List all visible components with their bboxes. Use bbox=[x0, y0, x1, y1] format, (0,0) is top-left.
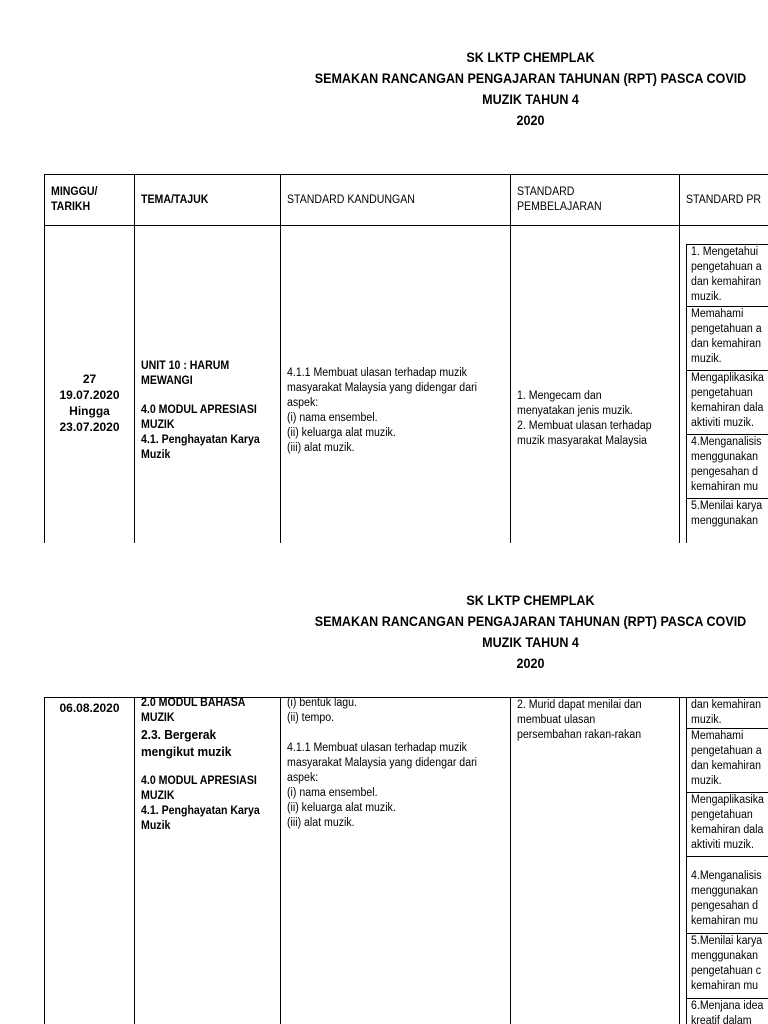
subject-title: MUZIK TAHUN 4 bbox=[482, 635, 579, 650]
col-header-minggu: MINGGU/ TARIKH bbox=[45, 175, 135, 226]
col-header-standard-prestasi: STANDARD PR bbox=[680, 175, 768, 226]
school-name: SK LKTP CHEMPLAK bbox=[466, 593, 595, 608]
unit-title: UNIT 10 : HARUM MEWANGI bbox=[141, 359, 230, 387]
page-header bbox=[298, 47, 763, 131]
week-end-date: 23.07.2020 bbox=[59, 419, 120, 434]
col-header-standard-pembelajaran: STANDARD PEMBELAJARAN bbox=[511, 175, 680, 226]
prestasi-item-3: Mengaplikasika pengetahuan kemahiran dala aktiviti muzik. bbox=[687, 793, 768, 857]
page-header bbox=[298, 590, 763, 674]
week-number: 27 bbox=[82, 371, 97, 386]
prestasi-item-3: Mengaplikasika pengetahuan kemahiran dala aktiviti muzik. bbox=[687, 371, 768, 435]
prestasi-item-1: dan kemahiran muzik. bbox=[687, 698, 768, 729]
page-2 bbox=[0, 543, 768, 1024]
prestasi-item-2: Memahami pengetahuan a dan kemahiran muzik. bbox=[687, 729, 768, 793]
col-header-standard-kandungan: STANDARD KANDUNGAN bbox=[281, 175, 511, 226]
prestasi-list bbox=[686, 698, 768, 1024]
subject-title: MUZIK TAHUN 4 bbox=[482, 92, 579, 107]
prestasi-item-4: 4.Menganalisis menggunakan pengesahan d kemahiran mu bbox=[687, 435, 768, 499]
modul-bahasa-title: 2.0 MODUL BAHASA MUZIK bbox=[141, 697, 246, 724]
standard-prestasi-cell bbox=[680, 698, 768, 1024]
col-header-tema: TEMA/TAJUK bbox=[135, 175, 281, 226]
table-row-06-08-2020 bbox=[45, 698, 768, 1024]
modul-apresiasi-title: 4.0 MODUL APRESIASI MUZIK bbox=[141, 775, 257, 802]
week-start-date: 19.07.2020 bbox=[59, 387, 120, 402]
tema-cell bbox=[135, 698, 281, 1024]
topic-penghayatan: 4.1. Penghayatan Karya Muzik bbox=[141, 805, 260, 832]
topic-bergerak: 2.3. Bergerak mengikut muzik bbox=[141, 727, 232, 759]
school-name: SK LKTP CHEMPLAK bbox=[466, 50, 595, 65]
week-cell bbox=[45, 698, 135, 1024]
year-label: 2020 bbox=[516, 656, 545, 671]
standard-kandungan-cell: 4.1.1 Membuat ulasan terhadap muzik masyarakat Malaysia yang didengar dari aspek: (i) nama ensembel. (ii) keluarga alat muzik. (iii) alat muzik. bbox=[281, 226, 511, 544]
prestasi-item-6: 6.Menjana idea kreatif dalam bbox=[691, 1000, 764, 1024]
document-title: SEMAKAN RANCANGAN PENGAJARAN TAHUNAN (RPT) PASCA COVID bbox=[314, 71, 747, 86]
prestasi-item-4: 4.Menganalisis menggunakan pengesahan d kemahiran mu bbox=[687, 857, 768, 934]
year-label: 2020 bbox=[516, 113, 545, 128]
rpt-table-page-2 bbox=[44, 697, 768, 1024]
standard-pembelajaran-cell: 1. Mengecam dan menyatakan jenis muzik. 2. Membuat ulasan terhadap muzik masyarakat Malaysia bbox=[511, 226, 680, 544]
prestasi-item-5: 5.Menilai karya menggunakan pengetahuan c kemahiran mu bbox=[687, 934, 768, 999]
table-row-week-27 bbox=[45, 226, 768, 544]
modul-title: 4.0 MODUL APRESIASI MUZIK bbox=[141, 403, 257, 431]
week-hingga: Hingga bbox=[69, 403, 110, 418]
prestasi-item-2: Memahami pengetahuan a dan kemahiran muzik. bbox=[687, 307, 768, 371]
document-title: SEMAKAN RANCANGAN PENGAJARAN TAHUNAN (RPT) PASCA COVID bbox=[314, 614, 747, 629]
rpt-table-page-1 bbox=[44, 174, 768, 543]
week-date: 06.08.2020 bbox=[59, 701, 120, 715]
prestasi-list bbox=[686, 244, 768, 543]
tema-cell bbox=[135, 226, 281, 544]
standard-kandungan-cell: (i) bentuk lagu. (ii) tempo. 4.1.1 Membuat ulasan terhadap muzik masyarakat Malaysia yang didengar dari aspek: (i) nama ensembel. (ii) keluarga alat muzik. (iii) alat muzik. bbox=[281, 698, 511, 1024]
standard-prestasi-cell bbox=[680, 226, 768, 544]
prestasi-item-1: 1. Mengetahui pengetahuan a dan kemahiran muzik. bbox=[687, 245, 768, 307]
week-cell bbox=[45, 226, 135, 544]
topic-title: 4.1. Penghayatan Karya Muzik bbox=[141, 433, 260, 461]
prestasi-item-5: 5.Menilai karya menggunakan bbox=[691, 500, 763, 527]
table-header-row bbox=[45, 175, 768, 226]
standard-pembelajaran-cell: 2. Murid dapat menilai dan membuat ulasan persembahan rakan-rakan bbox=[511, 698, 680, 1024]
